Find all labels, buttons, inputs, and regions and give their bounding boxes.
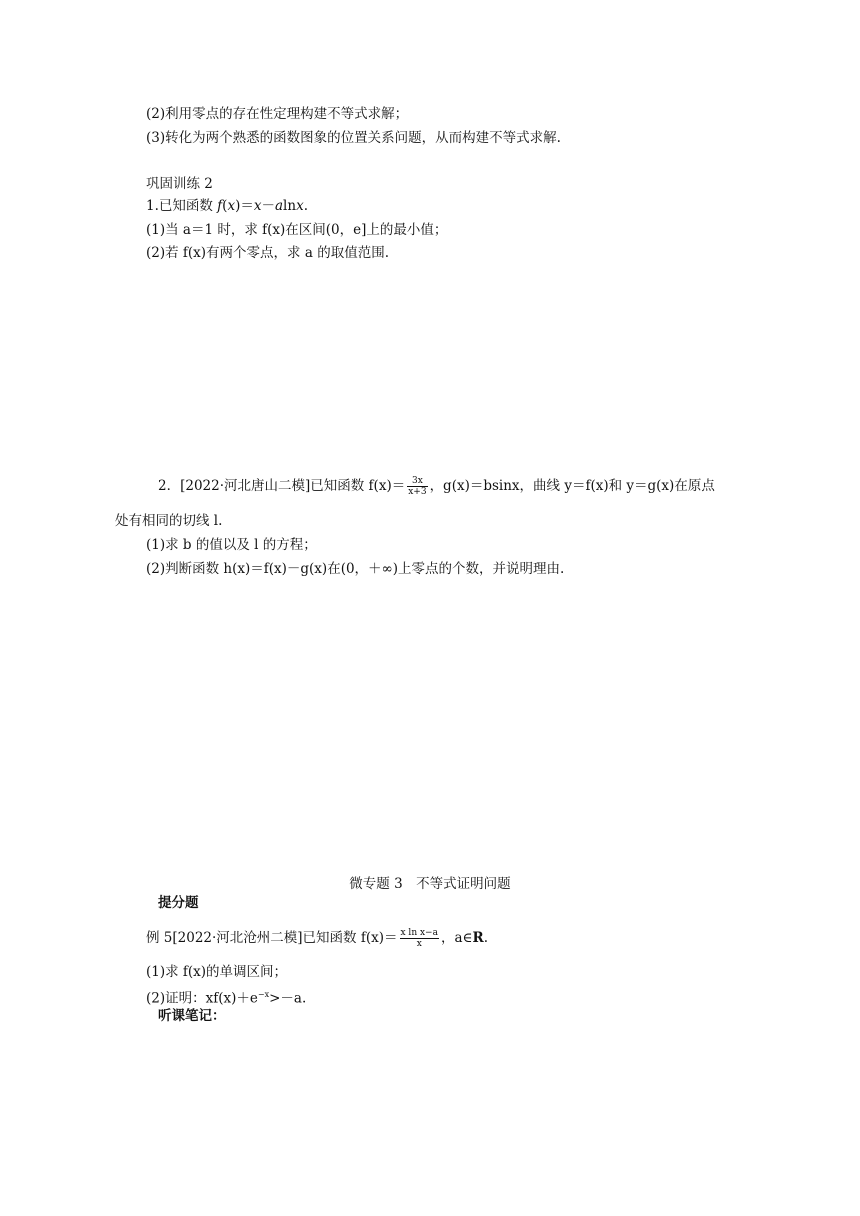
problem-2-statement-cont: 处有相同的切线 l. — [115, 513, 223, 529]
example-5-part-2: (2)证明：$xf(x)+e^{-x}>-a$. — [146, 990, 307, 1007]
example-5-statement: 例 5[2022·河北沧州二模]已知函数 f(x)＝ $\frac{\text{x ln x−a}}{x}$ ，a∈R. — [146, 928, 489, 949]
section-title: 微专题 3 不等式证明问题 — [349, 876, 511, 892]
problem-2-statement: 2．[2022·河北唐山二模]已知函数 f(x)＝ $\frac{3x}{x+3}$ ，g(x)＝bsinx，曲线 y＝f(x)和 y＝g(x)在原点 — [158, 476, 715, 497]
problem-1-statement: 1.已知函数 f(x)＝x－alnx. — [146, 198, 308, 214]
notes-label: 听课笔记： — [158, 1008, 226, 1024]
section-heading: 巩固训练 2 — [146, 176, 213, 192]
example-5-part-1: (1)求 f(x)的单调区间； — [146, 964, 288, 980]
problem-2-part-2: (2)判断函数 h(x)＝f(x)－g(x)在(0，＋∞)上零点的个数，并说明理由. — [146, 561, 565, 577]
problem-1-part-1: (1)当 a＝1 时，求 f(x)在区间(0，e]上的最小值； — [146, 222, 448, 238]
fraction: $\frac{3x}{x+3}$ — [408, 476, 427, 497]
text-line: (2)利用零点的存在性定理构建不等式求解； — [146, 106, 409, 122]
problem-1-part-2: (2)若 f(x)有两个零点，求 a 的取值范围. — [146, 245, 389, 261]
text-line: (3)转化为两个熟悉的函数图象的位置关系问题，从而构建不等式求解. — [146, 130, 561, 146]
section-label: 提分题 — [158, 895, 199, 911]
problem-2-part-1: (1)求 b 的值以及 l 的方程； — [146, 537, 317, 553]
fraction: $\frac{\text{x ln x−a}}{x}$ — [400, 928, 438, 949]
